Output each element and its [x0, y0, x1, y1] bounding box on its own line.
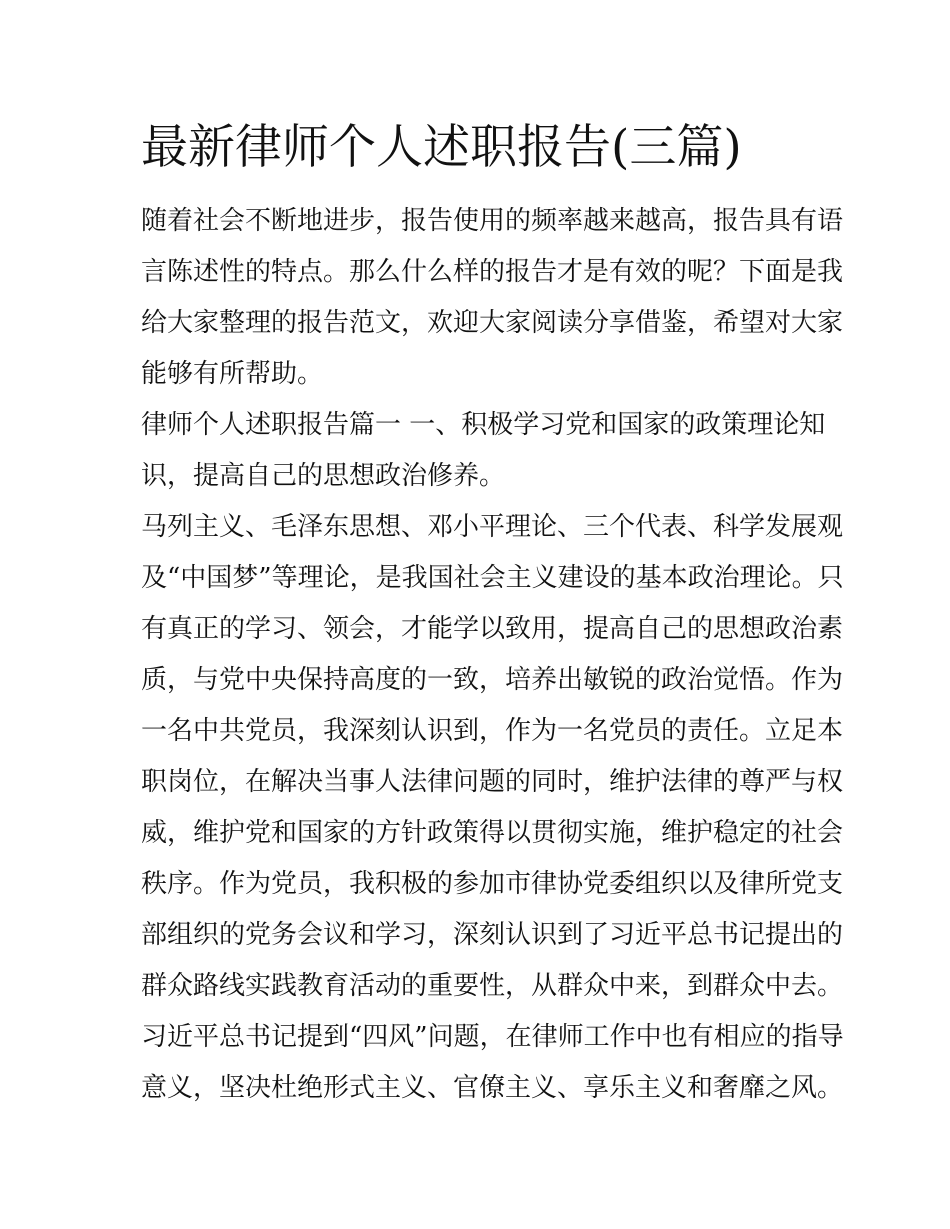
intro-paragraph [141, 196, 844, 400]
text-line: 有真正的学习、领会，才能学以致用，提高自己的思想政治素 [141, 614, 844, 644]
text-line: 律师个人述职报告篇一 一、积极学习党和国家的政策理论知 [141, 410, 826, 440]
document-body [141, 112, 844, 1114]
text-line: 给大家整理的报告范文，欢迎大家阅读分享借鉴，希望对大家 [141, 308, 844, 338]
text-line: 马列主义、毛泽东思想、邓小平理论、三个代表、科学发展观 [141, 512, 844, 542]
text-line: 职岗位，在解决当事人法律问题的同时，维护法律的尊严与权 [141, 767, 844, 797]
document-title: 最新律师个人述职报告(三篇) [141, 120, 742, 175]
text-line: 一名中共党员，我深刻认识到，作为一名党员的责任。立足本 [141, 716, 844, 746]
text-line: 威，维护党和国家的方针政策得以贯彻实施，维护稳定的社会 [141, 818, 844, 848]
section-heading-paragraph [141, 400, 826, 502]
text-line: 言陈述性的特点。那么什么样的报告才是有效的呢？下面是我 [141, 257, 844, 287]
text-line: 秩序。作为党员，我积极的参加市律协党委组织以及律所党支 [141, 869, 844, 899]
text-line: 能够有所帮助。 [141, 359, 324, 389]
text-line: 识，提高自己的思想政治修养。 [141, 461, 506, 491]
text-line: 随着社会不断地进步，报告使用的频率越来越高，报告具有语 [141, 206, 844, 236]
text-line: 习近平总书记提到“四风”问题，在律师工作中也有相应的指导 [141, 1022, 844, 1052]
body-paragraph [141, 502, 844, 1114]
text-line: 质，与党中央保持高度的一致，培养出敏锐的政治觉悟。作为 [141, 665, 844, 695]
text-line: 意义，坚决杜绝形式主义、官僚主义、享乐主义和奢靡之风。 [141, 1073, 844, 1103]
text-line: 及“中国梦”等理论，是我国社会主义建设的基本政治理论。只 [141, 563, 844, 593]
text-line: 群众路线实践教育活动的重要性，从群众中来，到群众中去。 [141, 971, 844, 1001]
text-line: 部组织的党务会议和学习，深刻认识到了习近平总书记提出的 [141, 920, 844, 950]
